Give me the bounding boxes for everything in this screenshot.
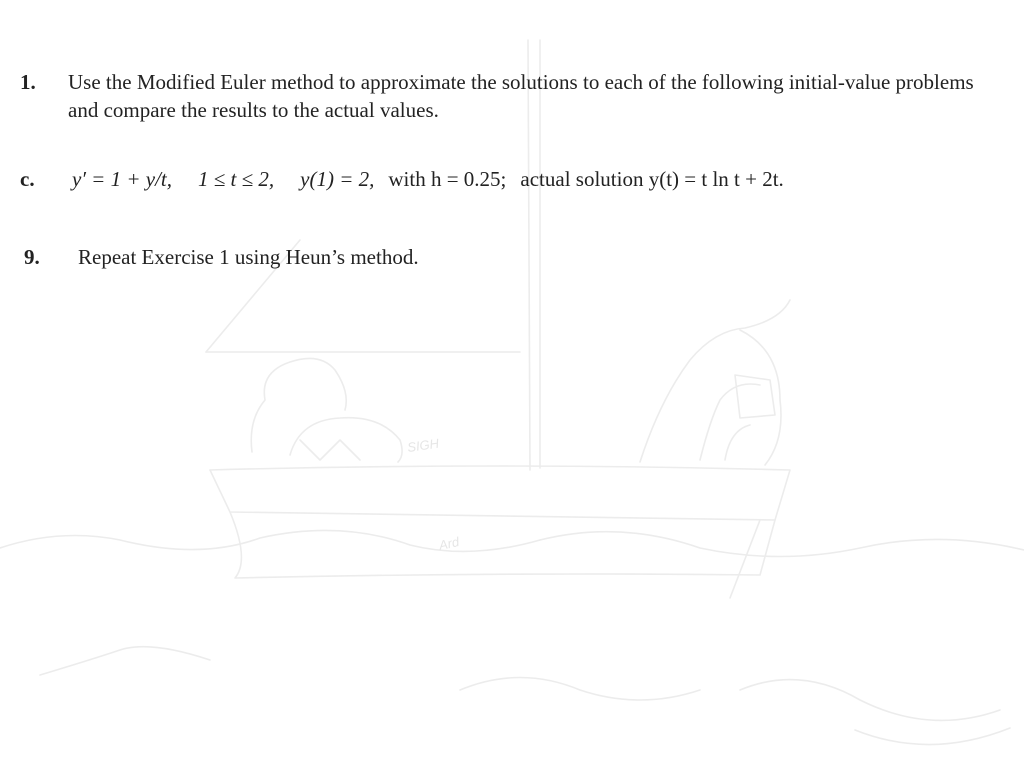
wave-4 bbox=[460, 678, 700, 701]
scribble-ard: Ard bbox=[437, 534, 461, 553]
figure-right-4 bbox=[725, 425, 750, 460]
figure-right-2 bbox=[740, 330, 781, 465]
ode-equation: y′ = 1 + y/t, bbox=[72, 167, 172, 191]
figure-right bbox=[640, 300, 790, 462]
exercise-9-number: 9. bbox=[24, 245, 40, 269]
exercise-1-text: Use the Modified Euler method to approximate the solutions to each of the following initial-value problems and compare the results to the actual values. bbox=[68, 70, 974, 122]
part-c-label: c. bbox=[20, 167, 35, 191]
exercise-9-text: Repeat Exercise 1 using Heun’s method. bbox=[78, 245, 419, 269]
actual-solution: actual solution y(t) = t ln t + 2t. bbox=[520, 167, 784, 191]
boat-hull bbox=[210, 466, 790, 520]
interval: 1 ≤ t ≤ 2, bbox=[198, 167, 275, 191]
waterline-diagonal bbox=[730, 520, 760, 598]
boat-bottom bbox=[230, 512, 775, 578]
scribble-sigh: SIGH bbox=[406, 435, 440, 455]
initial-condition: y(1) = 2, bbox=[300, 167, 375, 191]
step-size: with h = 0.25; bbox=[388, 167, 507, 191]
figure-right-3 bbox=[700, 384, 760, 460]
part-c-statement bbox=[72, 165, 784, 193]
wave-3 bbox=[40, 647, 210, 675]
creature-left-2 bbox=[290, 418, 402, 462]
wave-6 bbox=[855, 728, 1010, 745]
creature-left bbox=[251, 358, 346, 452]
creature-left-3 bbox=[300, 440, 360, 460]
wave-1 bbox=[0, 530, 540, 551]
wave-2 bbox=[540, 532, 1024, 557]
figure-face bbox=[735, 375, 775, 418]
exercise-1-number: 1. bbox=[20, 70, 36, 94]
wave-5 bbox=[740, 680, 1000, 721]
